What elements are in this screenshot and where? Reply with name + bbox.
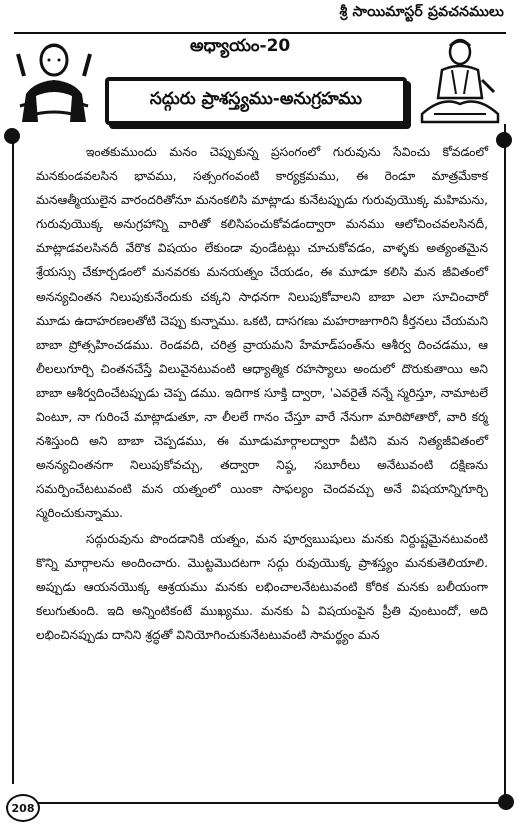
page-number: 208 (11, 801, 35, 815)
chapter-title-box (105, 77, 407, 125)
body-text (36, 140, 488, 647)
left-rule (12, 134, 14, 784)
corner-dot-top-left (4, 128, 20, 144)
chapter-label: అధ్యాయం-20 (190, 36, 291, 56)
master-portrait-right (412, 34, 508, 124)
paragraph: సద్గురువును పొందడానికి యత్నం, మన పూర్వఋషులు మనకు నిర్దుష్టమైనటువంటి కొన్ని మార్గాలను అందించారు. మొట్టమొదటగా సద్గు రువుయొక్క ప్రాశస్త్యం మనకుతెలియాలి. అప్పుడు ఆయనయొక్క ఆశ్రయము మనకు లభించాలనేటటువంటి కోరిక మనకు బలీయంగా కలుగుతుంది. ఇది అన్నింటికంటే ముఖ్యము. మనకు ఏ విషయంపైన ప్రీతి వుంటుందో, అది లభించినప్పుడు దానిని శ్రద్ధతో వినియోగించుకునేటటువంటి సామర్థ్యం మన (36, 531, 488, 642)
paragraph: ఇంతకుముందు మనం చెప్పుకున్న ప్రసంగంలో గురువును సేవించు కోవడంలో మనకుండవలసిన భావము, సత్సంగంవంటి కార్యక్రమము, ఈ రెండూ మాత్రమేకాక మనఆత్మీయులైన వారందరితోనూ మనంకలిసి మాట్లాడు కునేటప్పుడు గురువుయొక్క మహిమను, గురువుయొక్క అనుగ్రహాన్ని వారితో కలిసిపంచుకోవడంద్వారా మనము ఆలోచించవలసినదీ, మాట్లాడవలసినదీ వేరొక విషయం లేకుండా వుండేటట్లు చూచుకోవడం, వాళ్ళకు అత్యంతమైన శ్రేయస్సు చేకూర్చడంలో మనవరకు మనయత్నం చేయడం, ఈ మూడూ కలిసి మన జీవితంలో అనన్యచింతన నిలుపుకునేందుకు చక్కని సాధనగా నిలుపుకోవాలని బాబా ఎలా సూచించారో మూడు ఉదాహరణలతోటి చెప్పు కున్నాము. ఒకటి, దాసగణు మహరాజుగారిని కీర్తనలు చేయమని బాబా ప్రోత్సహించడము. రెండవది, చరిత్ర వ్రాయమని హేమాడ్‌పంత్‌ను ఆశీర్వ దించడము, ఆ లీలలుగూర్చి చింతనచేస్తే విలువైనటువంటి ఆధ్యాత్మిక రహస్యాలు అందులో దొరుకుతాయి అని బాబా ఆశీర్వదించేటప్పుడు చెప్ప డము. ఇదిగాక సూక్తి ద్వారా, 'ఎవరైతే నన్నే స్మరిస్తూ, నామాటలే వింటూ, నా గురించే మాట్లాడుతూ, నా లీలలే గానం చేస్తూ వారే నేనుగా మారిపోతారో, వారి కర్మ నశిస్తుంది అని బాబా చెప్పడము, ఈ మూడుమార్గాలద్వారా వీటిని మన నిత్యజీవితంలో అనన్యచింతనగా నిలుపుకోవచ్చు, తద్వారా నిష్ఠ, సబూరీలు అనేటువంటి దక్షిణను సమర్పించేటటువంటి మన యత్నంలో యింకా సాఫల్యం చెందవచ్చు అనే విషయాన్నిగూర్చి స్మరించుకున్నాము. (36, 145, 488, 521)
chapter-title: సద్గురు ప్రాశస్త్యము-అనుగ్రహము (149, 89, 363, 109)
saint-portrait-left (14, 36, 94, 122)
running-title: శ్రీ సాయిమాస్టర్ ప్రవచనములు (339, 4, 504, 20)
page-number-badge (6, 794, 40, 822)
corner-dot-top-right (496, 132, 512, 148)
corner-dot-bottom-right (498, 794, 514, 810)
bottom-rule (32, 802, 506, 804)
